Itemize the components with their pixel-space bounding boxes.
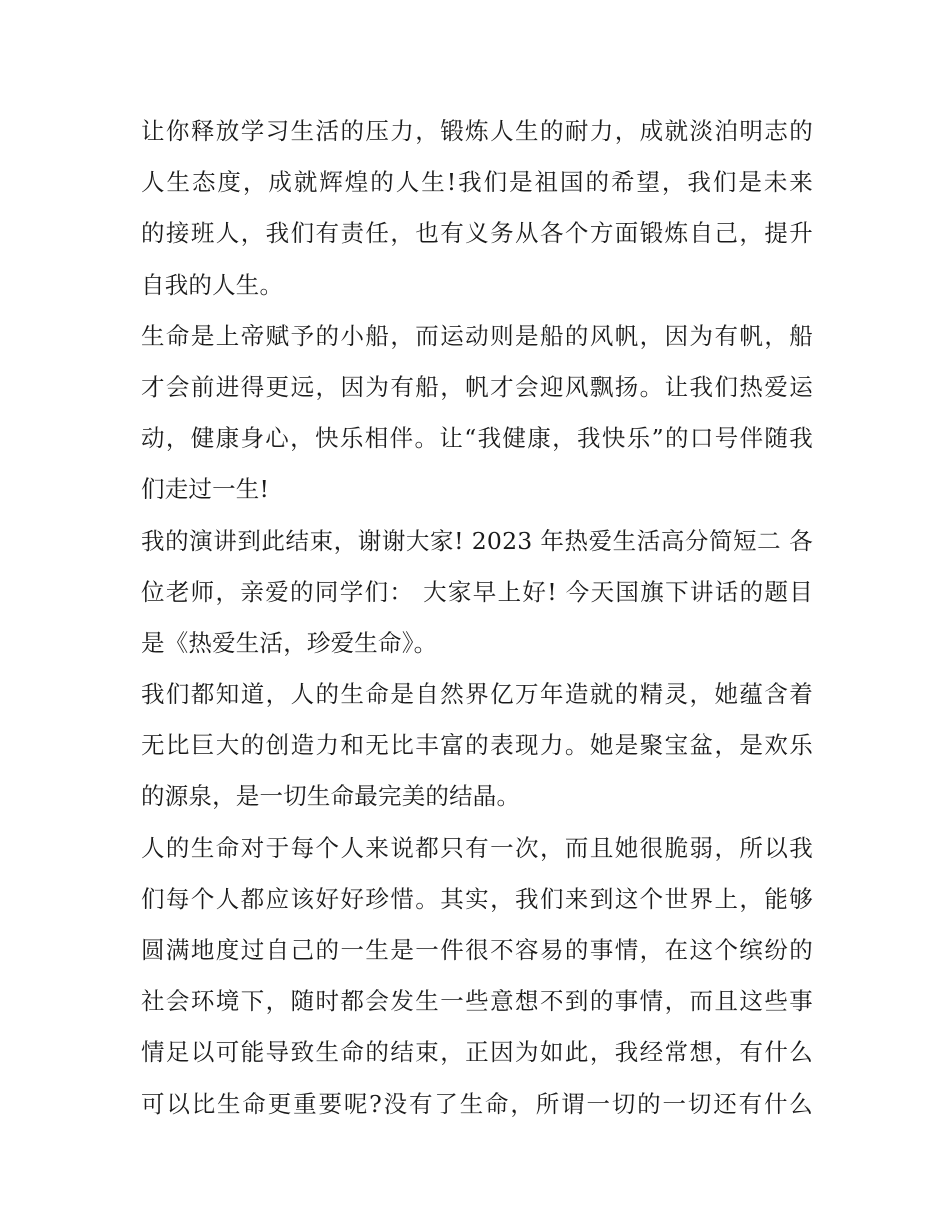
text-line: 的接班人，我们有责任，也有义务从各个方面锻炼自己，提升 (141, 219, 813, 248)
text-line: 人的生命对于每个人来说都只有一次，而且她很脆弱，所以我 (141, 833, 813, 862)
text-line: 是《热爱生活，珍爱生命》。 (141, 628, 438, 657)
text-line: 无比巨大的创造力和无比丰富的表现力。她是聚宝盆，是欢乐 (141, 731, 813, 760)
text-line: 才会前进得更远，因为有船，帆才会迎风飘扬。让我们热爱运 (141, 372, 813, 401)
text-line: 生命是上帝赋予的小船，而运动则是船的风帆，因为有帆，船 (141, 321, 813, 350)
text-line: 位老师，亲爱的同学们： 大家早上好! 今天国旗下讲话的题目 (141, 577, 813, 606)
document-body (141, 106, 813, 1130)
text-line: 们走过一生! (141, 475, 270, 504)
text-line: 们每个人都应该好好珍惜。其实，我们来到这个世界上，能够 (141, 884, 813, 913)
text-line: 可以比生命更重要呢?没有了生命，所谓一切的一切还有什么 (141, 1089, 813, 1118)
text-line: 让你释放学习生活的压力，锻炼人生的耐力，成就淡泊明志的 (141, 117, 813, 145)
text-line: 圆满地度过自己的一生是一件很不容易的事情，在这个缤纷的 (141, 936, 813, 964)
text-line: 的源泉，是一切生命最完美的结晶。 (141, 782, 521, 811)
text-line: 我的演讲到此结束，谢谢大家! 2023 年热爱生活高分简短二 各 (141, 526, 813, 555)
text-line: 动，健康身心，快乐相伴。让“我健康，我快乐”的口号伴随我 (141, 424, 813, 453)
text-line: 社会环境下，随时都会发生一些意想不到的事情，而且这些事 (141, 987, 813, 1016)
text-line: 自我的人生。 (141, 270, 284, 299)
text-line: 情足以可能导致生命的结束，正因为如此，我经常想，有什么 (141, 1038, 813, 1067)
text-line: 我们都知道，人的生命是自然界亿万年造就的精灵，她蕴含着 (141, 680, 813, 709)
text-line: 人生态度，成就辉煌的人生!我们是祖国的希望，我们是未来 (141, 168, 813, 197)
